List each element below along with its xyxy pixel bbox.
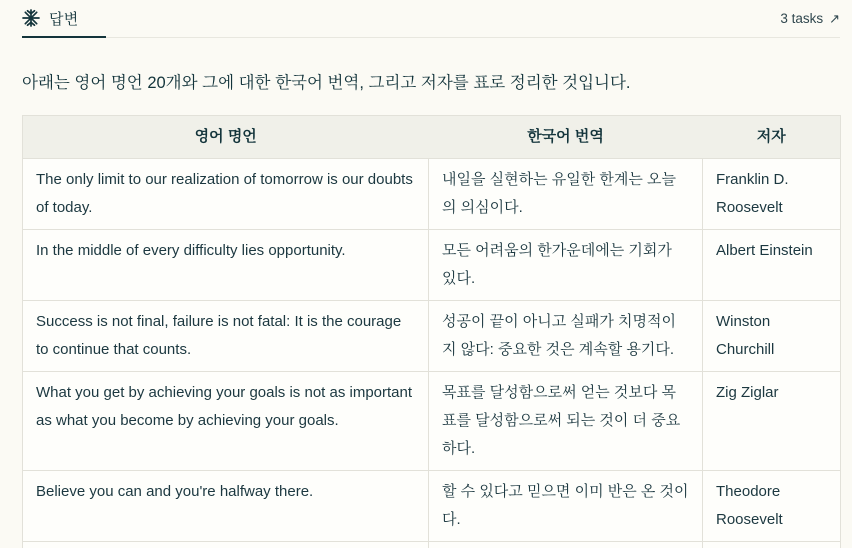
cell-english-quote: The only limit to our realization of tomorrow is our doubts of today. bbox=[23, 159, 429, 230]
cell-english-quote: Believe you can and you're halfway there. bbox=[23, 471, 429, 542]
cell-author: Zig Ziglar bbox=[703, 372, 841, 471]
cell-korean-translation: 내일을 실현하는 유일한 한계는 오늘의 의심이다. bbox=[429, 159, 703, 230]
tab-answer-label: 답변 bbox=[49, 10, 79, 28]
tasks-label: 3 tasks bbox=[780, 11, 824, 26]
cell-korean-translation: 할 수 있다고 믿으면 이미 반은 온 것이다. bbox=[429, 471, 703, 542]
cell-author: Albert Einstein bbox=[703, 230, 841, 301]
cell-author: Franklin D. Roosevelt bbox=[703, 159, 841, 230]
cell-korean-translation: 성공이 끝이 아니고 실패가 치명적이지 않다: 중요한 것은 계속할 용기다. bbox=[429, 301, 703, 372]
cell-english-quote: What you get by achieving your goals is not as important as what you become by achieving your goals. bbox=[23, 372, 429, 471]
table-body bbox=[23, 159, 841, 548]
table-row bbox=[23, 301, 841, 372]
cell-author bbox=[703, 542, 841, 548]
cell-english-quote bbox=[23, 542, 429, 548]
cell-author: Theodore Roosevelt bbox=[703, 471, 841, 542]
cell-korean-translation: 목표를 달성함으로써 얻는 것보다 목표를 달성함으로써 되는 것이 더 중요하다. bbox=[429, 372, 703, 471]
tab-bar bbox=[22, 0, 840, 38]
column-header-author: 저자 bbox=[703, 116, 841, 159]
intro-text: 아래는 영어 명언 20개와 그에 대한 한국어 번역, 그리고 저자를 표로 정리한 것입니다. bbox=[22, 74, 631, 92]
table-row bbox=[23, 159, 841, 230]
cell-english-quote: In the middle of every difficulty lies opportunity. bbox=[23, 230, 429, 301]
tasks-link[interactable] bbox=[780, 0, 840, 37]
cell-english-quote: Success is not final, failure is not fatal: It is the courage to continue that counts. bbox=[23, 301, 429, 372]
table-row bbox=[23, 471, 841, 542]
quotes-table bbox=[22, 115, 841, 548]
column-header-korean-translation: 한국어 번역 bbox=[429, 116, 703, 159]
table-header-row bbox=[23, 116, 841, 159]
cell-korean-translation bbox=[429, 542, 703, 548]
column-header-english-quote: 영어 명언 bbox=[23, 116, 429, 159]
table-row bbox=[23, 542, 841, 548]
table-row bbox=[23, 230, 841, 301]
arrow-up-right-icon: ↗ bbox=[829, 11, 840, 26]
starburst-icon bbox=[22, 9, 40, 27]
cell-korean-translation: 모든 어려움의 한가운데에는 기회가 있다. bbox=[429, 230, 703, 301]
tab-answer[interactable] bbox=[22, 0, 106, 38]
table-row bbox=[23, 372, 841, 471]
cell-author: Winston Churchill bbox=[703, 301, 841, 372]
